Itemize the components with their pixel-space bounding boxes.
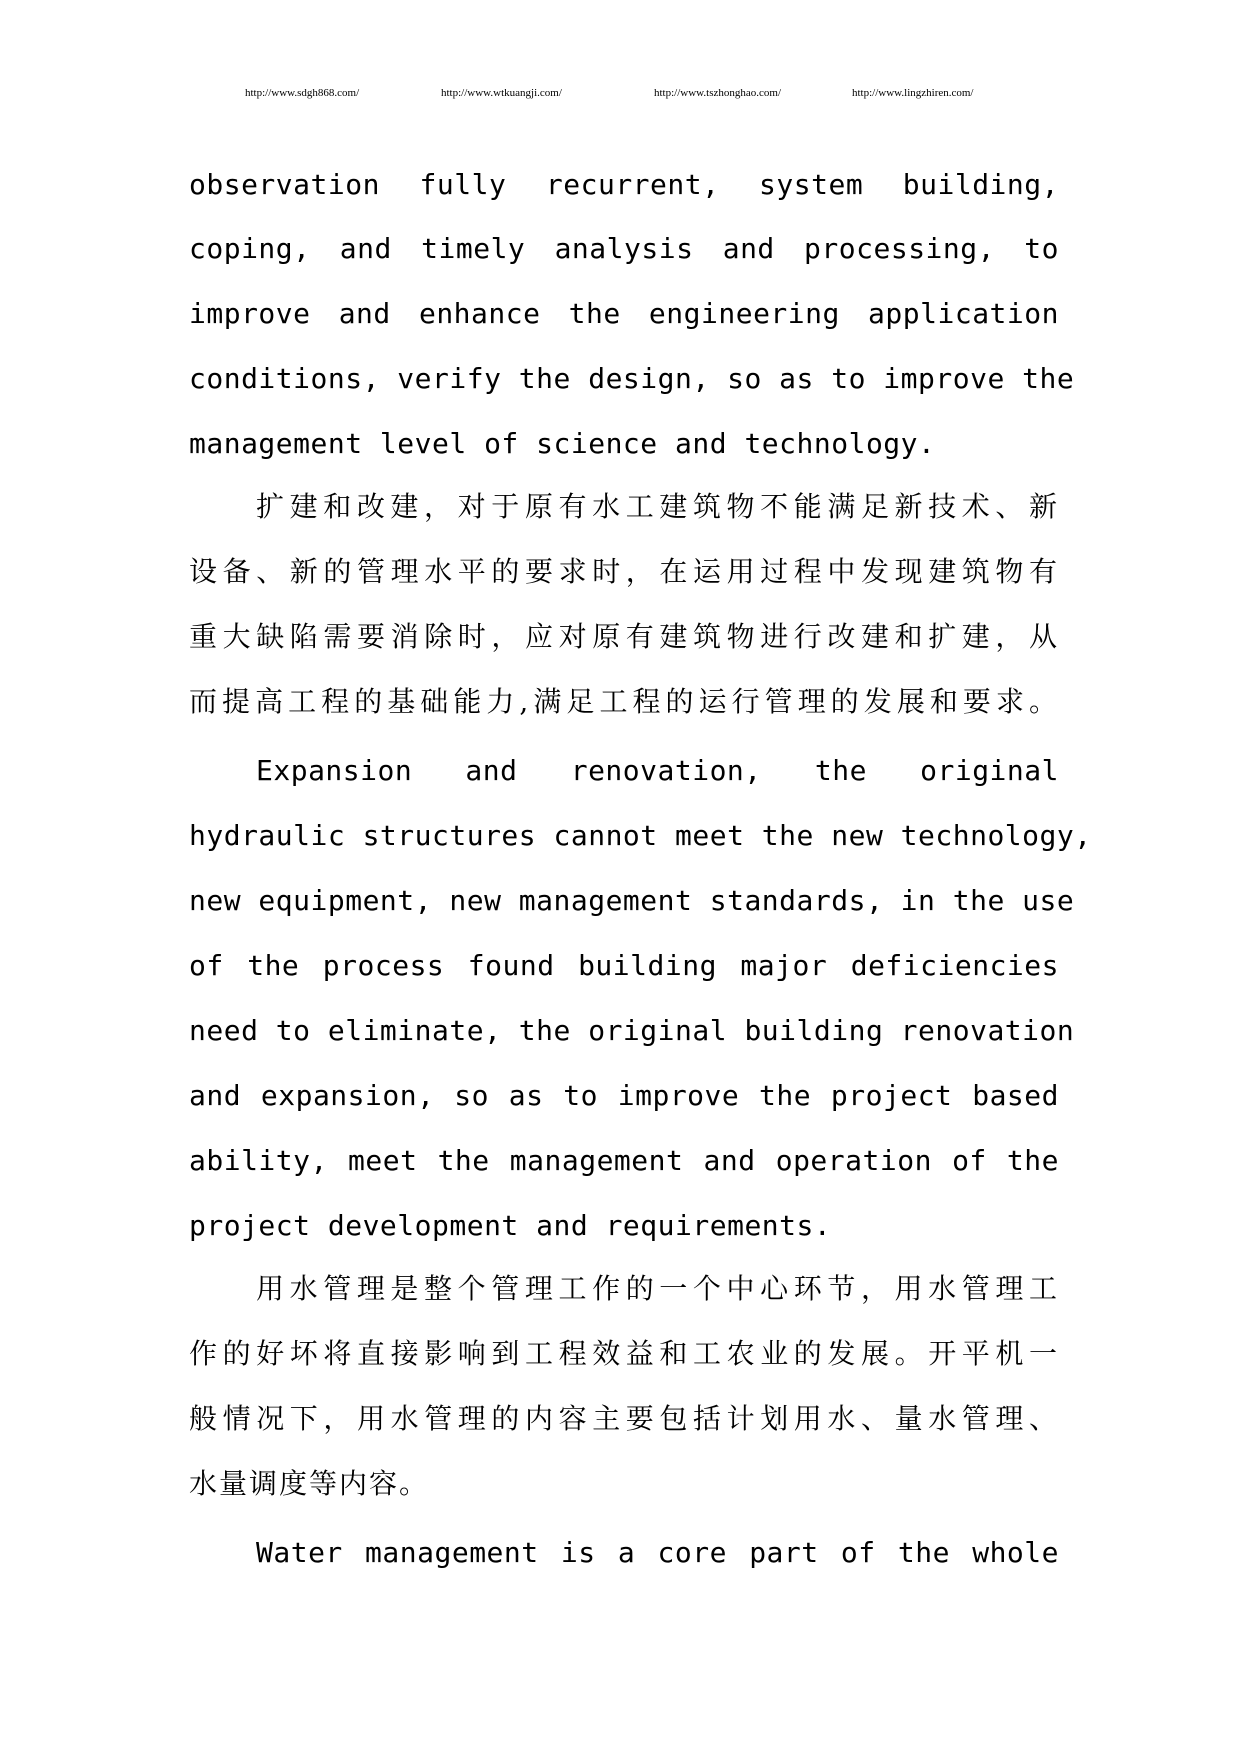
text-line: ability, meet the management and operation of the — [189, 1144, 1059, 1177]
text-line: observation fully recurrent, system building, — [189, 168, 1059, 201]
text-line: of the process found building major deficiencies — [189, 949, 1059, 982]
header-link-lingzhiren[interactable]: http://www.lingzhiren.com/ — [852, 87, 974, 99]
text-line: 般情况下，用水管理的内容主要包括计划用水、量水管理、 — [189, 1402, 1059, 1435]
text-line: hydraulic structures cannot meet the new technology, — [189, 819, 1092, 852]
text-line: 重大缺陷需要消除时，应对原有建筑物进行改建和扩建，从 — [189, 620, 1059, 653]
text-line: conditions, verify the design, so as to improve the — [189, 362, 1075, 395]
header-link-tszhonghao[interactable]: http://www.tszhonghao.com/ — [654, 87, 781, 99]
text-line: improve and enhance the engineering application — [189, 297, 1059, 330]
text-line: 扩建和改建，对于原有水工建筑物不能满足新技术、新 — [256, 490, 1059, 523]
text-line: Water management is a core part of the whole — [256, 1536, 1059, 1569]
text-line: project development and requirements. — [189, 1209, 832, 1242]
text-line: management level of science and technology. — [189, 427, 936, 460]
text-line: 用水管理是整个管理工作的一个中心环节，用水管理工 — [256, 1272, 1059, 1305]
text-line: Expansion and renovation, the original — [256, 754, 1059, 787]
text-line: new equipment, new management standards, in the use — [189, 884, 1075, 917]
text-line: 作的好坏将直接影响到工程效益和工农业的发展。开平机一 — [189, 1337, 1059, 1370]
text-line: 水量调度等内容。 — [189, 1467, 430, 1500]
text-line: 而提高工程的基础能力,满足工程的运行管理的发展和要求。 — [189, 685, 1059, 718]
text-line: need to eliminate, the original building renovation — [189, 1014, 1075, 1047]
header-links — [0, 87, 1241, 107]
text-line: and expansion, so as to improve the project based — [189, 1079, 1059, 1112]
text-line: 设备、新的管理水平的要求时，在运用过程中发现建筑物有 — [189, 555, 1059, 588]
header-link-wtkuangji[interactable]: http://www.wtkuangji.com/ — [441, 87, 562, 99]
header-link-sdgh868[interactable]: http://www.sdgh868.com/ — [245, 87, 360, 99]
text-line: coping, and timely analysis and processing, to — [189, 232, 1059, 265]
